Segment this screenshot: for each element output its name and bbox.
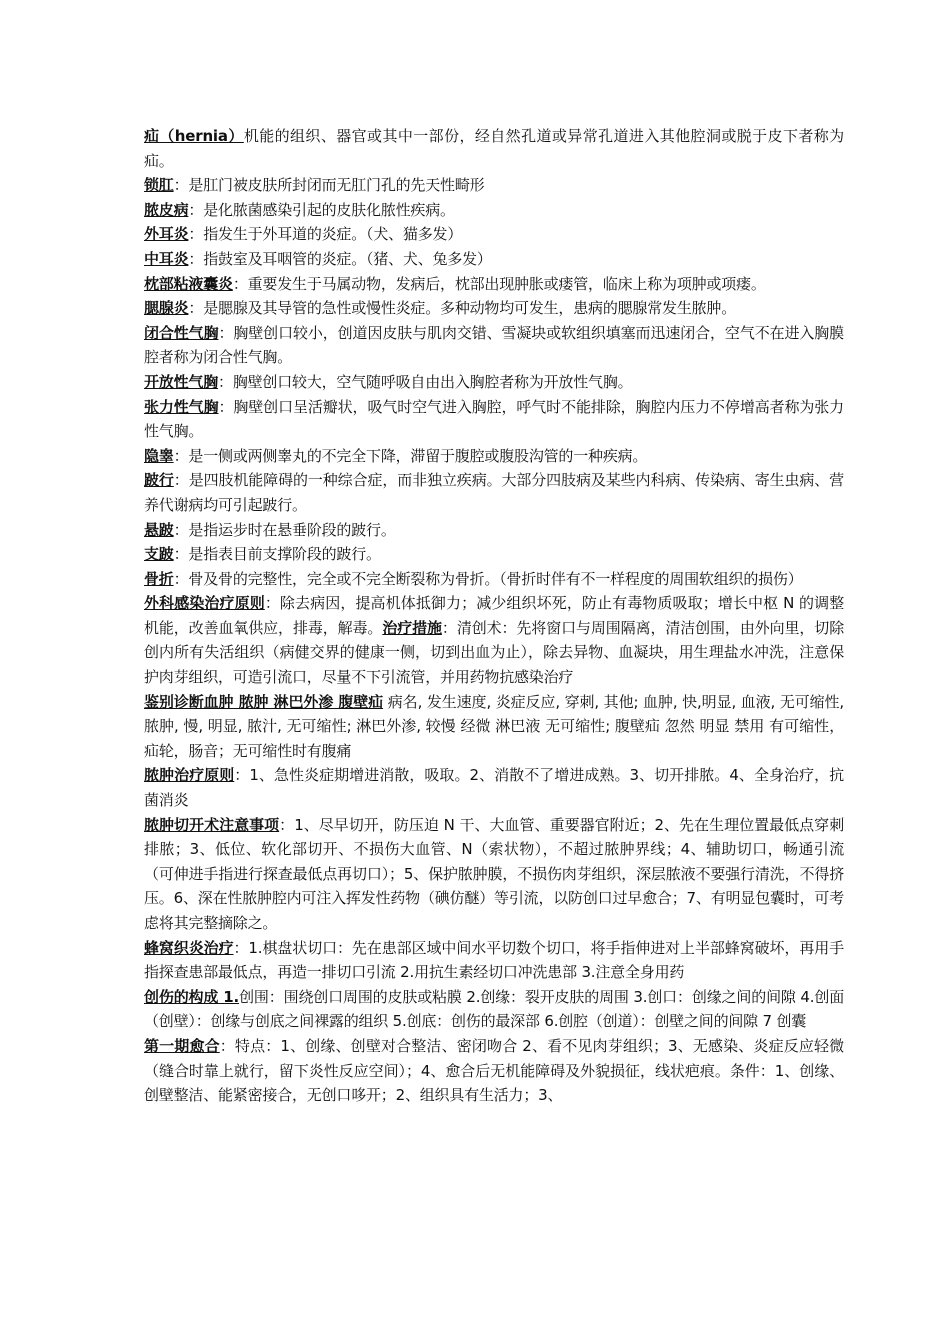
entry-hernia: [144, 124, 844, 173]
term: 腮腺炎: [144, 299, 189, 318]
term: 创伤的构成 1.: [144, 987, 240, 1006]
term: 悬跛: [144, 520, 174, 539]
term: 鉴别诊断血肿 脓肿 淋巴外渗 腹壁疝: [144, 692, 384, 711]
term: 脓肿治疗原则: [144, 766, 235, 785]
term: 外耳炎: [144, 225, 189, 244]
entry-open-pneumothorax: 开放性气胸：胸壁创口较大，空气随呼吸自由出入胸腔者称为开放性气胸。: [144, 372, 633, 391]
entry-surgical-infection-treatment: 外科感染治疗原则：除去病因，提高机体抵御力；减少组织坏死，防止有毒物质吸取；增长中枢 N 的调整机能，改善血氧供应，排毒，解毒。治疗措施：清创术：先将窗口与周围隔离，清洁创围，由外向里，切除创内所有失活组织（病健交界的健康一侧，切到出血为止），除去异物、血凝块，用生理盐水冲洗，注意保护肉芽组织，可造引流口，尽量不下引流管，并用药物抗感染治疗: [144, 594, 845, 687]
entry-abscess-treatment: 脓肿治疗原则：1、急性炎症期增进消散，吸取。2、消散不了增进成熟。3、切开排脓。4、全身治疗，抗菌消炎: [144, 766, 844, 810]
definition: 是腮腺及其导管的急性或慢性炎症。多种动物均可发生，患病的腮腺常发生脓肿。: [203, 299, 737, 318]
term: 中耳炎: [144, 249, 189, 268]
term: 锁肛: [144, 176, 174, 195]
definition: 病名, 发生速度, 炎症反应, 穿刺, 其他; 血肿, 快,明显, 血液, 无可缩性, 脓肿, 慢, 明显, 脓汁, 无可缩性; 淋巴外渗, 较慢 经微 淋巴液 无可缩性; 腹壁疝 忽然 明显 禁用 有可缩性，疝轮，肠音；无可缩性时有腹痛: [144, 692, 845, 760]
entry-atresia-ani: 锁肛：是肛门被皮肤所封闭而无肛门孔的先天性畸形: [144, 176, 485, 195]
entry-abscess-incision-notes: 脓肿切开术注意事项：1、尽早切开，防压迫 N 干、大血管、重要器官附近；2、先在生理位置最低点穿刺排脓；3、低位、软化部切开、不损伤大血管、N（索状物），不超过脓肿界线；4、辅助切口，畅通引流（可伸进手指进行探查最低点再切口）；5、保护脓肿膜，不损伤肉芽组织，深层脓液不要强行清洗，不得挤压。6、深在性脓肿腔内可注入挥发性药物（碘仿醚）等引流，以防创口过早愈合；7、有明显包囊时，可考虑将其完整摘除之。: [144, 815, 844, 932]
term: 枕部粘液囊炎: [144, 274, 233, 293]
entry-cryptorchidism: 隐睾：是一侧或两侧睾丸的不完全下降，滞留于腹腔或腹股沟管的一种疾病。: [144, 446, 648, 465]
definition: 1.棋盘状切口：先在患部区域中间水平切数个切口，将手指伸进对上半部蜂窝破坏，再用手指探查患部最低点，再造一排切口引流 2.用抗生素经切口冲洗患部 3.注意全身用药: [144, 938, 844, 982]
definition: 1、尽早切开，防压迫 N 干、大血管、重要器官附近；2、先在生理位置最低点穿刺排脓；3、低位、软化部切开、不损伤大血管、N（索状物），不超过脓肿界线；4、辅助切口，畅通引流（可伸进手指进行探查最低点再切口）；5、保护脓肿膜，不损伤肉芽组织，深层脓液不要强行清洗，不得挤压。6、深在性脓肿腔内可注入挥发性药物（碘仿醚）等引流，以防创口过早愈合；7、有明显包囊时，可考虑将其完整摘除之。: [144, 815, 844, 932]
entry-lameness: 跛行：是四肢机能障碍的一种综合症，而非独立疾病。大部分四肢病及某些内科病、传染病、寄生虫病、营养代谢病均可引起跛行。: [144, 471, 844, 514]
document-page: [144, 124, 844, 1108]
entry-otitis-externa: 外耳炎：指发生于外耳道的炎症。（犬、猫多发）: [144, 225, 463, 244]
entry-closed-pneumothorax: 闭合性气胸：胸壁创口较小，创道因皮肤与肌肉交错、雪凝块或软组织填塞而迅速闭合，空气不在进入胸膜腔者称为闭合性气胸。: [144, 323, 844, 367]
definition: 机能的组织、器官或其中一部份，经自然孔道或异常孔道进入其他腔洞或脱于皮下者称为疝。: [144, 127, 844, 170]
entry-tension-pneumothorax: 张力性气胸：胸壁创口呈活瓣状，吸气时空气进入胸腔，呼气时不能排除，胸腔内压力不停增高者称为张力性气胸。: [144, 397, 844, 441]
definition: 是指运步时在悬垂阶段的跛行。: [188, 520, 396, 539]
entry-primary-healing: 第一期愈合：特点：1、创缘、创壁对合整洁、密闭吻合 2、看不见肉芽组织；3、无感染、炎症反应轻微（缝合时靠上就行，留下炎性反应空间）；4、愈合后无机能障碍及外貌损征，线状疤痕。条件：1、创缘、创壁整洁、能紧密接合，无创口哆开；2、组织具有生活力；3、: [144, 1036, 844, 1105]
entry-fracture: 骨折：骨及骨的完整性，完全或不完全断裂称为骨折。（骨折时伴有不一样程度的周围软组织的损伤）: [144, 569, 803, 588]
definition: 重要发生于马属动物，发病后，枕部出现肿胀或瘘管，临床上称为项肿或项瘘。: [247, 274, 766, 293]
definition: 创围：围绕创口周围的皮肤或粘膜 2.创缘：裂开皮肤的周围 3.创口：创缘之间的间隙 4.创面（创壁）：创缘与创底之间裸露的组织 5.创底：创伤的最深部 6.创腔（创道）：创壁之间的间隙 7 创囊: [144, 987, 844, 1031]
term: 开放性气胸: [144, 372, 219, 391]
definition: 是四肢机能障碍的一种综合症，而非独立疾病。大部分四肢病及某些内科病、传染病、寄生虫病、营养代谢病均可引起跛行。: [144, 471, 844, 514]
definition: 骨及骨的完整性，完全或不完全断裂称为骨折。（骨折时伴有不一样程度的周围软组织的损伤）: [188, 569, 803, 588]
term-hernia: 疝（hernia）: [144, 127, 244, 145]
definition: 指发生于外耳道的炎症。（犬、猫多发）: [203, 225, 463, 244]
definition: 胸壁创口较小，创道因皮肤与肌肉交错、雪凝块或软组织填塞而迅速闭合，空气不在进入胸膜腔者称为闭合性气胸。: [144, 323, 844, 367]
entry-otitis-media: 中耳炎：指鼓室及耳咽管的炎症。（猪、犬、兔多发）: [144, 249, 492, 268]
term: 外科感染治疗原则: [144, 594, 265, 613]
definition: 特点：1、创缘、创壁对合整洁、密闭吻合 2、看不见肉芽组织；3、无感染、炎症反应轻微（缝合时靠上就行，留下炎性反应空间）；4、愈合后无机能障碍及外貌损征，线状疤痕。条件：1、创缘、创壁整洁、能紧密接合，无创口哆开；2、组织具有生活力；3、: [144, 1036, 844, 1105]
sub-term-treatment-measures: 治疗措施: [382, 618, 442, 637]
definition: 胸壁创口较大，空气随呼吸自由出入胸腔者称为开放性气胸。: [232, 372, 633, 391]
entry-pyoderma: 脓皮病：是化脓菌感染引起的皮肤化脓性疾病。: [144, 200, 455, 219]
term: 第一期愈合: [144, 1036, 220, 1055]
entry-swinging-leg-lameness: 悬跛：是指运步时在悬垂阶段的跛行。: [144, 520, 396, 539]
term: 支跛: [144, 545, 174, 564]
definition: 清创术：先将窗口与周围隔离，清洁创围，由外向里，切除创内所有失活组织（病健交界的健康一侧，切到出血为止），除去异物、血凝块，用生理盐水冲洗，注意保护肉芽组织，可造引流口，尽量不下引流管，并用药物抗感染治疗: [144, 618, 845, 687]
entry-wound-structure: [144, 985, 844, 1034]
term: 脓肿切开术注意事项: [144, 815, 280, 834]
definition: 是肛门被皮肤所封闭而无肛门孔的先天性畸形: [188, 176, 485, 195]
term: 跛行: [144, 471, 174, 490]
entry-parotitis: 腮腺炎：是腮腺及其导管的急性或慢性炎症。多种动物均可发生，患病的腮腺常发生脓肿。: [144, 299, 737, 318]
entry-differential-diagnosis: [144, 690, 844, 764]
definition: 指鼓室及耳咽管的炎症。（猪、犬、兔多发）: [203, 249, 492, 268]
definition: 是一侧或两侧睾丸的不完全下降，滞留于腹腔或腹股沟管的一种疾病。: [188, 446, 648, 465]
term: 蜂窝织炎治疗: [144, 938, 234, 957]
entry-supporting-leg-lameness: 支跛：是指表目前支撑阶段的跛行。: [144, 545, 381, 564]
entry-cellulitis-treatment: 蜂窝织炎治疗：1.棋盘状切口：先在患部区域中间水平切数个切口，将手指伸进对上半部蜂窝破坏，再用手指探查患部最低点，再造一排切口引流 2.用抗生素经切口冲洗患部 3.注意全身用药: [144, 938, 844, 982]
term: 脓皮病: [144, 200, 189, 219]
definition: 胸壁创口呈活瓣状，吸气时空气进入胸腔，呼气时不能排除，胸腔内压力不停增高者称为张力性气胸。: [144, 397, 844, 441]
definition: 除去病因，提高机体抵御力；减少组织坏死，防止有毒物质吸取；增长中枢 N 的调整机能，改善血氧供应，排毒，解毒。: [144, 594, 844, 637]
entry-occipital-bursitis: 枕部粘液囊炎：重要发生于马属动物，发病后，枕部出现肿胀或瘘管，临床上称为项肿或项瘘。: [144, 274, 766, 293]
term: 骨折: [144, 569, 174, 588]
definition: 是指表目前支撑阶段的跛行。: [188, 545, 381, 564]
definition: 是化脓菌感染引起的皮肤化脓性疾病。: [203, 200, 455, 219]
term: 隐睾: [144, 446, 174, 465]
definition: 1、急性炎症期增进消散，吸取。2、消散不了增进成熟。3、切开排脓。4、全身治疗，抗菌消炎: [144, 766, 844, 810]
term: 张力性气胸: [144, 397, 219, 416]
term: 闭合性气胸: [144, 323, 219, 342]
